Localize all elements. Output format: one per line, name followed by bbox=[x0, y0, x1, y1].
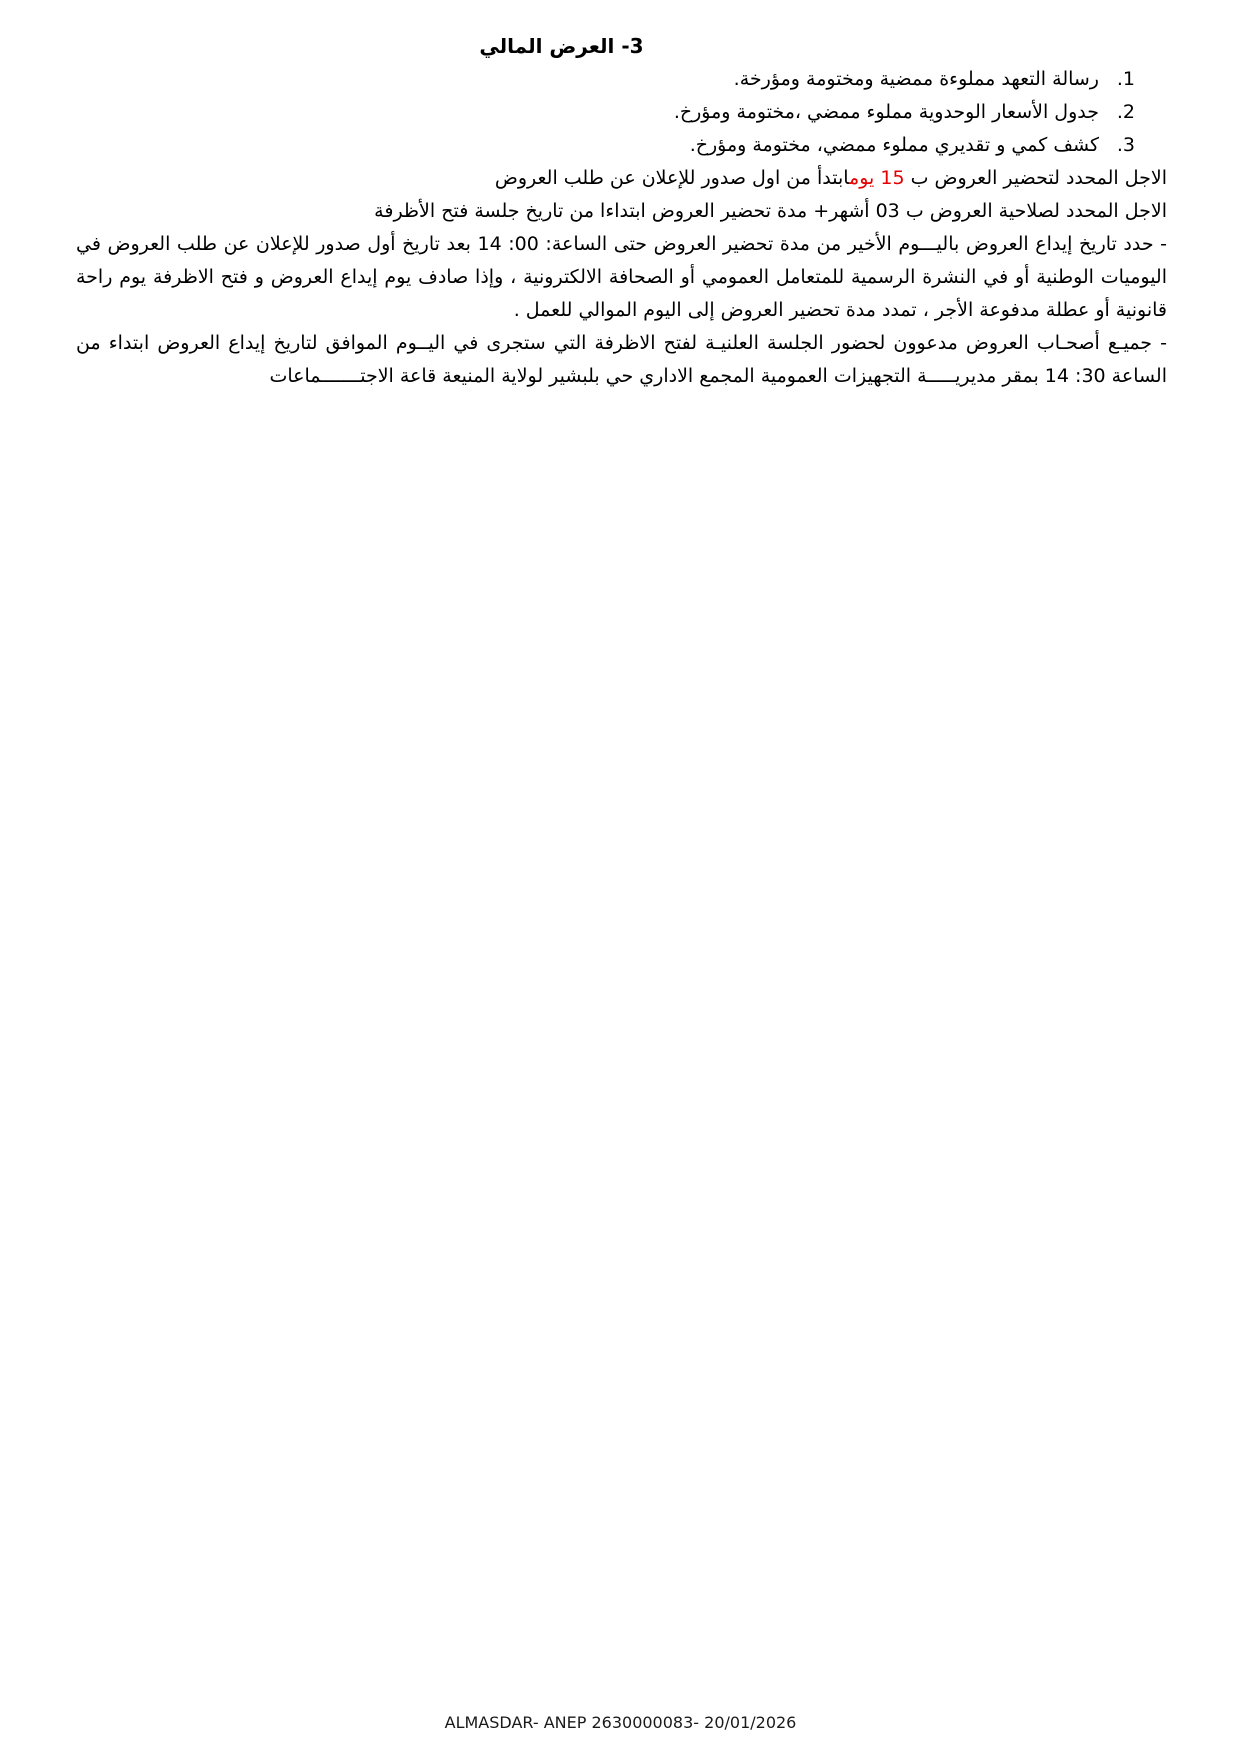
list-item-number: 3 . bbox=[1099, 129, 1135, 162]
list-item bbox=[76, 63, 1135, 96]
deposit-paragraph: - حدد تاريخ إيداع العروض باليـــوم الأخير من مدة تحضير العروض حتى الساعة: 00: 14 بعد تاريخ أول صدور للإعلان عن طلب العروض في اليوميات الوطنية أو في النشرة الرسمية للمتعامل العمومي أو الصحافة الالكترونية ، وإذا صادف يوم إيداع العروض و فتح الاظرفة يوم راحة قانونية أو عطلة مدفوعة الأجر ، تمدد مدة تحضير العروض إلى اليوم الموالي للعمل . bbox=[76, 233, 1167, 321]
document-body bbox=[76, 30, 1167, 393]
preparation-days-highlight: 15 يوم bbox=[849, 167, 905, 189]
list-item-text: كشف كمي و تقديري مملوء ممضي، مختومة ومؤرخ. bbox=[689, 134, 1099, 156]
opening-session-paragraph: - جميـع أصحـاب العروض مدعوون لحضور الجلسة العلنيـة لفتح الاظرفة التي ستجرى في اليــوم الموافق لتاريخ إيداع العروض ابتداء من الساعة 30: 14 بمقر مديريـــــة التجهيزات العمومية المجمع الاداري حي بلبشير لولاية المنيعة قاعة الاجتـــــــماعات bbox=[76, 332, 1167, 387]
list-item bbox=[76, 129, 1135, 162]
preparation-deadline bbox=[76, 162, 1167, 195]
preparation-deadline-suffix: ابتدأ من اول صدور للإعلان عن طلب العروض bbox=[494, 167, 850, 189]
section-heading: 3- العرض المالي bbox=[479, 34, 644, 58]
required-documents-list bbox=[76, 63, 1167, 162]
footer-reference: ALMASDAR- ANEP 2630000083- 20/01/2026 bbox=[444, 1713, 797, 1732]
list-item-number: 1 . bbox=[1099, 63, 1135, 96]
list-item-text: رسالة التعهد مملوءة ممضية ومختومة ومؤرخة. bbox=[733, 68, 1099, 90]
list-item bbox=[76, 96, 1135, 129]
preparation-deadline-prefix: الاجل المحدد لتحضير العروض ب bbox=[904, 167, 1167, 189]
list-item-text: جدول الأسعار الوحدوية مملوء ممضي ،مختومة ومؤرخ. bbox=[673, 101, 1099, 123]
list-item-number: 2 . bbox=[1099, 96, 1135, 129]
validity-deadline: الاجل المحدد لصلاحية العروض ب 03 أشهر+ مدة تحضير العروض ابتداءا من تاريخ جلسة فتح الأظرفة bbox=[374, 200, 1167, 222]
